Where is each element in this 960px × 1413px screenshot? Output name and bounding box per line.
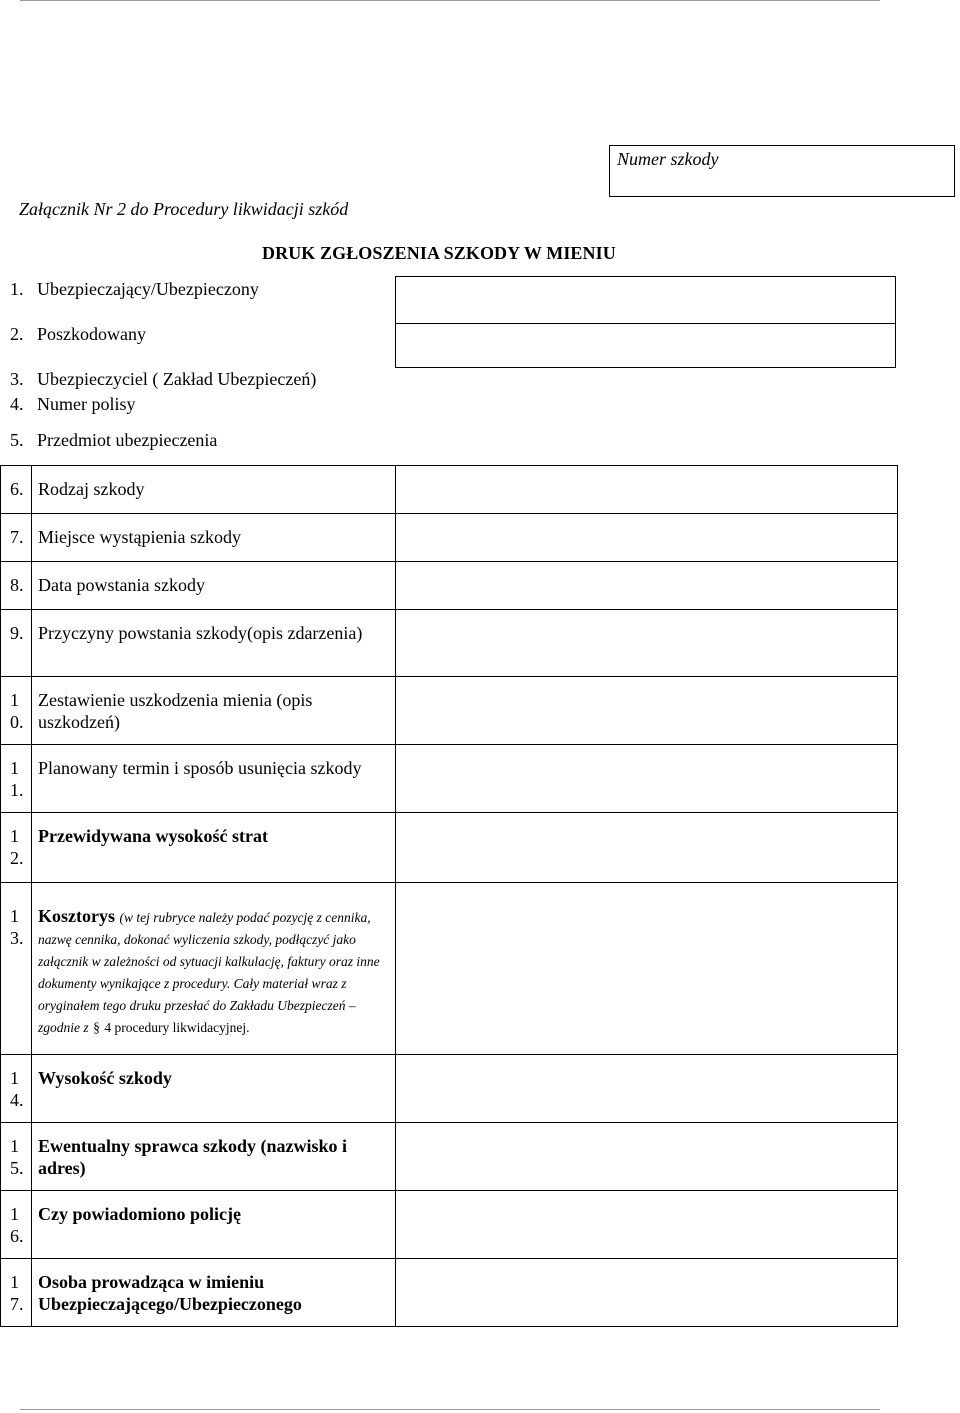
numer-szkody-label: Numer szkody <box>617 149 719 169</box>
row-label: Miejsce wystąpienia szkody <box>38 527 241 547</box>
table-row <box>1 813 898 883</box>
row-number: 1 7. <box>10 1272 24 1314</box>
row-label: Czy powiadomiono policję <box>38 1204 242 1224</box>
table-row <box>1 677 898 745</box>
table-row <box>1 745 898 813</box>
table-row <box>1 1191 898 1259</box>
answer-field-miejsce[interactable] <box>396 514 898 562</box>
table-row <box>1 883 898 1055</box>
row-number: 1 0. <box>10 690 24 732</box>
row-number: 1 1. <box>10 758 24 800</box>
answer-field-sprawca[interactable] <box>396 1123 898 1191</box>
answer-field-policja[interactable] <box>396 1191 898 1259</box>
row-label: Planowany termin i sposób usunięcia szkody <box>38 758 362 778</box>
table-row <box>1 610 898 677</box>
top-rule <box>20 0 880 1</box>
header-fields-divider <box>396 323 895 324</box>
answer-field-planowany-termin[interactable] <box>396 745 898 813</box>
row-label: Zestawienie uszkodzenia mienia (opis uszkodzeń) <box>38 690 313 732</box>
answer-field-data[interactable] <box>396 562 898 610</box>
row-number: 7. <box>10 527 24 547</box>
row-number: 6. <box>10 479 24 499</box>
numer-szkody-box[interactable] <box>609 145 955 197</box>
row-label: Osoba prowadząca w imieniu Ubezpieczającego/Ubezpieczonego <box>38 1272 302 1314</box>
attachment-caption: Załącznik Nr 2 do Procedury likwidacji szkód <box>19 199 349 219</box>
header-fields-box[interactable] <box>395 276 896 368</box>
row-number: 1 4. <box>10 1068 24 1110</box>
row-label: Przyczyny powstania szkody(opis zdarzenia) <box>38 623 363 643</box>
table-row <box>1 466 898 514</box>
row-label: Przewidywana wysokość strat <box>38 826 268 846</box>
table-row <box>1 1123 898 1191</box>
answer-field-przyczyny[interactable] <box>396 610 898 677</box>
kosztorys-note: (w tej rubryce należy podać pozycję z cennika, nazwę cennika, dokonać wyliczenia szkody, podłączyć jako załącznik w zależności od sytuacji kalkulację, faktury oraz inne dokumenty wynikające z procedury. Cały materiał wraz z oryginałem tego druku przesłać do Zakładu Ubezpieczeń – zgodnie z <box>38 910 380 1035</box>
row-label: Ewentualny sprawca szkody (nazwisko i adres) <box>38 1136 348 1178</box>
row-label: Kosztorys <box>38 906 115 926</box>
row-number: 1 5. <box>10 1136 24 1178</box>
claim-form-table <box>0 465 898 1327</box>
row-number: 8. <box>10 575 24 595</box>
answer-field-kosztorys[interactable] <box>396 883 898 1055</box>
answer-field-osoba-prowadzaca[interactable] <box>396 1259 898 1327</box>
row-label: Wysokość szkody <box>38 1068 172 1088</box>
bottom-rule <box>20 1409 880 1410</box>
row-number: 1 6. <box>10 1204 24 1246</box>
row-number: 1 2. <box>10 826 24 868</box>
kosztorys-label-block <box>38 883 391 1037</box>
table-row <box>1 1055 898 1123</box>
answer-field-rodzaj-szkody[interactable] <box>396 466 898 514</box>
answer-field-zestawienie[interactable] <box>396 677 898 745</box>
row-label: Data powstania szkody <box>38 575 205 595</box>
table-row <box>1 514 898 562</box>
section-sign: § <box>93 1020 100 1035</box>
table-row <box>1 562 898 610</box>
form-title: DRUK ZGŁOSZENIA SZKODY W MIENIU <box>262 243 616 263</box>
row-number: 1 3. <box>10 906 24 948</box>
kosztorys-note-tail: 4 procedury likwidacyjnej. <box>104 1020 250 1035</box>
row-number: 9. <box>10 623 24 643</box>
row-label: Rodzaj szkody <box>38 479 145 499</box>
table-row <box>1 1259 898 1327</box>
answer-field-przewidywana-wysokosc[interactable] <box>396 813 898 883</box>
answer-field-wysokosc-szkody[interactable] <box>396 1055 898 1123</box>
